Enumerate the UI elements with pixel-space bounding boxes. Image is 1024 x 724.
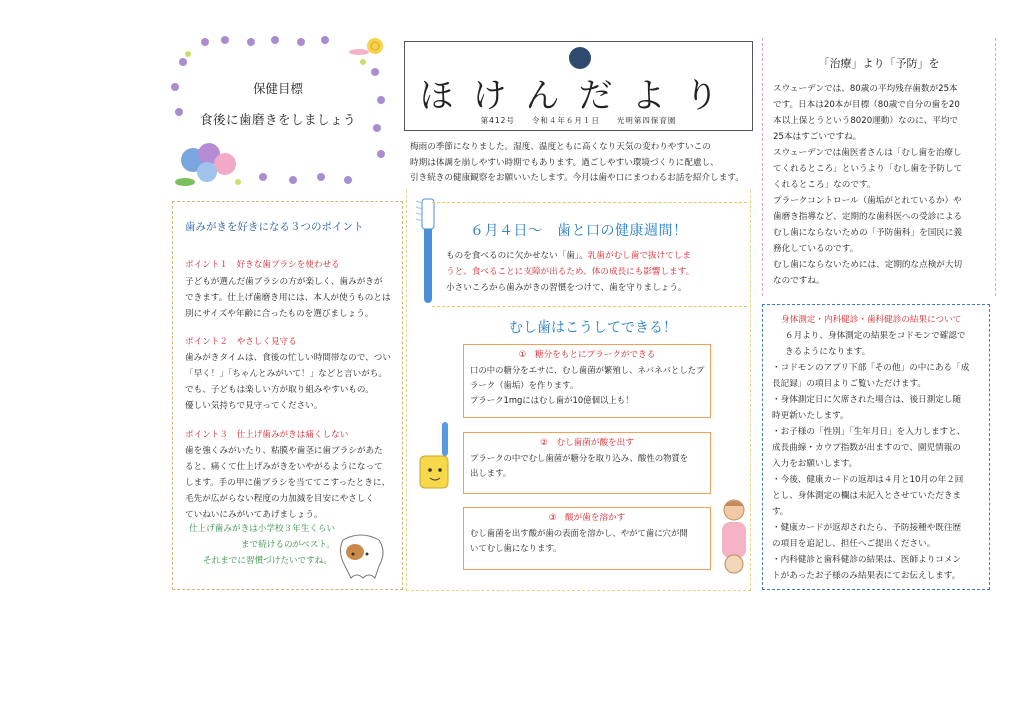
measurement-line: ・内科健診と歯科健診の結果は、医師よりコメン xyxy=(772,555,962,565)
measurement-line: ・健康カードが返却されたら、予防接種や既往歴 xyxy=(772,523,962,533)
point2-line: でも、子どもは楽しい方が取り組みやすいもの。 xyxy=(185,385,374,395)
closing-line: それまでに習慣づけたいですね。 xyxy=(203,556,332,566)
point3-line: ていねいにみがいてあげましょう。 xyxy=(185,510,323,520)
measurement-line: トがあったお子様のみ結果表にてお伝えします。 xyxy=(772,571,961,581)
step-line: いてむし歯になります。 xyxy=(470,543,562,553)
intro-paragraph xyxy=(410,140,744,187)
step-line: プラークの中でむし歯菌が糖分を取り込み、酸性の物質を xyxy=(470,453,689,463)
prevention-line: くれるところ」なのです。 xyxy=(773,180,876,190)
tooth-cat-illustration xyxy=(333,532,389,582)
step-heading: ① 糖分をもとにプラークができる xyxy=(518,350,656,360)
week-line-1b: 乳歯がむし歯で抜けてしま xyxy=(587,251,691,261)
goal-text: 食後に歯磨きをしましょう xyxy=(199,112,356,127)
measurement-line: ・コドモンのアプリ下部「その他」の中にある「成 xyxy=(772,363,970,373)
step-line: むし歯菌を出す酸が歯の表面を溶かし、やがて歯に穴が開 xyxy=(470,528,688,538)
point1-line: 子どもが選んだ歯ブラシの方が楽しく、歯みがきが xyxy=(185,277,383,287)
prevention-line: 歯磨き指導など、定期的な歯科医への受診による xyxy=(773,212,963,222)
decay-step-1 xyxy=(463,344,711,418)
newsletter-title: ほけんだより xyxy=(419,76,738,116)
health-goal-box xyxy=(163,32,393,190)
point3-heading: ポイント３ 仕上げ歯みがきは痛くしない xyxy=(185,430,349,440)
step-line: ラーク（歯垢）を作ります。 xyxy=(470,380,579,390)
measurement-line: とし、身体測定の欄は未記入とさせていただきま xyxy=(772,491,962,501)
point3-line: ると、痛くて仕上げみがきをいやがるようになって xyxy=(185,462,383,472)
measurement-line: 長記録」の項目よりご覧いただけます。 xyxy=(772,379,927,389)
hydrangea-decoration xyxy=(175,143,236,186)
point1-line: できます。仕上げ歯磨き用には、本人が使うものとは xyxy=(185,293,391,303)
decay-step-2 xyxy=(463,432,711,494)
point1-heading: ポイント１ 好きな歯ブラシを使わせる xyxy=(185,260,340,270)
prevention-line: スウェーデンでは、80歳の平均残存歯数が25本 xyxy=(773,84,958,94)
measurement-line: 入力をお願いします。 xyxy=(772,459,858,469)
week-line-1 xyxy=(446,249,691,265)
week-line-2: うと、食べることに支障が出るため、体の成長にも影響します。 xyxy=(446,267,695,277)
point3-line: 歯を強くみがいたり、粘膜や歯茎に歯ブラシがあた xyxy=(185,446,383,456)
measurement-line: ・今後、健康カードの返却は４月と10月の年２回 xyxy=(772,475,964,485)
prevention-line: むし歯にならないためには、定期的な点検が大切 xyxy=(773,260,963,270)
point3-line: します。手の甲に歯ブラシを当ててこすったときに、 xyxy=(185,478,391,488)
prevention-line: 本以上保とうという8020運動）なのに、平均で xyxy=(773,116,959,126)
prevention-line: てくれるところ」というより「むし歯を予防して xyxy=(773,164,963,174)
step-heading: ③ 酸が歯を溶かす xyxy=(548,513,626,523)
step-line: 出します。 xyxy=(470,468,512,478)
prevention-column xyxy=(762,38,996,296)
prevention-line: です。日本は20本が目標（80歳で自分の歯を20 xyxy=(773,100,960,110)
measurement-line: 時更新いたします。 xyxy=(772,411,849,421)
prevention-line: プラークコントロール（歯垢がとれているか）や xyxy=(773,196,962,206)
step-heading: ② むし歯菌が酸を出す xyxy=(540,438,634,448)
dental-week-title: ６月４日～ 歯と口の健康週間！ xyxy=(470,223,688,239)
issue-info: 第412号 令和４年６月１日 光明第四保育園 xyxy=(480,116,677,125)
measurement-line: 成長曲線・カウプ指数が出ますので、園児情報の xyxy=(772,443,961,453)
decay-title: むし歯はこうしてできる！ xyxy=(509,320,677,336)
intro-line: 梅雨の季節になりました。湿度、温度ともに高くなり天気の変わりやすいこの xyxy=(410,142,711,152)
snail-decoration xyxy=(349,38,383,55)
point2-line: 「早く！」「ちゃんとみがいて！」などと言いがち。 xyxy=(185,369,387,379)
intro-line: 引き続きの健康観察をお願いいたします。今月は歯や口にまつわるお話を紹介します。 xyxy=(410,173,744,183)
prevention-line: 務化しているのです。 xyxy=(773,244,859,254)
measurement-line: す。 xyxy=(772,507,789,517)
point1-line: 別にサイズや年齢に合ったものを選びましょう。 xyxy=(185,309,374,319)
measurement-title: 身体測定・内科健診・歯科健診の結果について xyxy=(781,315,962,325)
school-logo-icon xyxy=(569,47,591,69)
parent-child-brushing-illustration xyxy=(712,496,756,582)
decay-step-3 xyxy=(463,507,711,570)
point2-line: 優しい気持ちで見守ってください。 xyxy=(185,401,323,411)
closing-line: 仕上げ歯みがきは小学校３年生くらい xyxy=(189,524,336,534)
measurement-line: きるようになります。 xyxy=(785,347,871,357)
point3-line: 毛先が広がらない程度の力加減を目安にやさしく xyxy=(185,494,375,504)
step-line: 口の中の糖分をエサに、むし歯菌が繁殖し、ネバネバとしたプ xyxy=(470,365,705,375)
prevention-line: スウェーデンでは歯医者さんは「むし歯を治療し xyxy=(773,148,962,158)
measurement-line: ・お子様の「性別」「生年月日」を入力しますと、 xyxy=(772,427,966,437)
step-line: プラーク1mgにはむし歯が10億個以上も！ xyxy=(470,395,634,405)
toothbrushing-points-panel xyxy=(172,201,403,590)
intro-line: 時期は体調を崩しやすい時期でもあります。過ごしやすい環境づくりに配慮し、 xyxy=(410,157,719,168)
prevention-line: むし歯にならないための「予防歯科」を国民に義 xyxy=(773,228,963,238)
points-title: 歯みがきを好きになる３つのポイント xyxy=(185,221,364,233)
newsletter-masthead xyxy=(404,41,753,131)
cup-toothbrush-illustration xyxy=(414,420,458,492)
prevention-title: 「治療」より「予防」を xyxy=(818,57,940,70)
goal-title: 保健目標 xyxy=(252,81,303,96)
measurement-line: ６月より、身体測定の結果をコドモンで確認で xyxy=(785,331,966,341)
point2-heading: ポイント２ やさしく見守る xyxy=(185,337,297,347)
measurement-line: ・身体測定日に欠席された場合は、後日測定し随 xyxy=(772,395,962,405)
point2-line: 歯みがきタイムは、食後の忙しい時間帯なので、つい xyxy=(185,353,391,363)
week-line-3: 小さいころから歯みがきの習慣をつけて、歯を守りましょう。 xyxy=(446,283,687,293)
prevention-line: 25本はすごいですね。 xyxy=(773,132,862,142)
measurement-results-box xyxy=(762,304,990,590)
measurement-line: の項目を追記し、担任へご提出ください。 xyxy=(772,539,936,549)
closing-line: まで続けるのがベスト。 xyxy=(241,540,335,550)
week-line-1a: ものを食べるのに欠かせない「歯」。 xyxy=(446,251,588,261)
prevention-line: なのですね。 xyxy=(773,276,825,286)
